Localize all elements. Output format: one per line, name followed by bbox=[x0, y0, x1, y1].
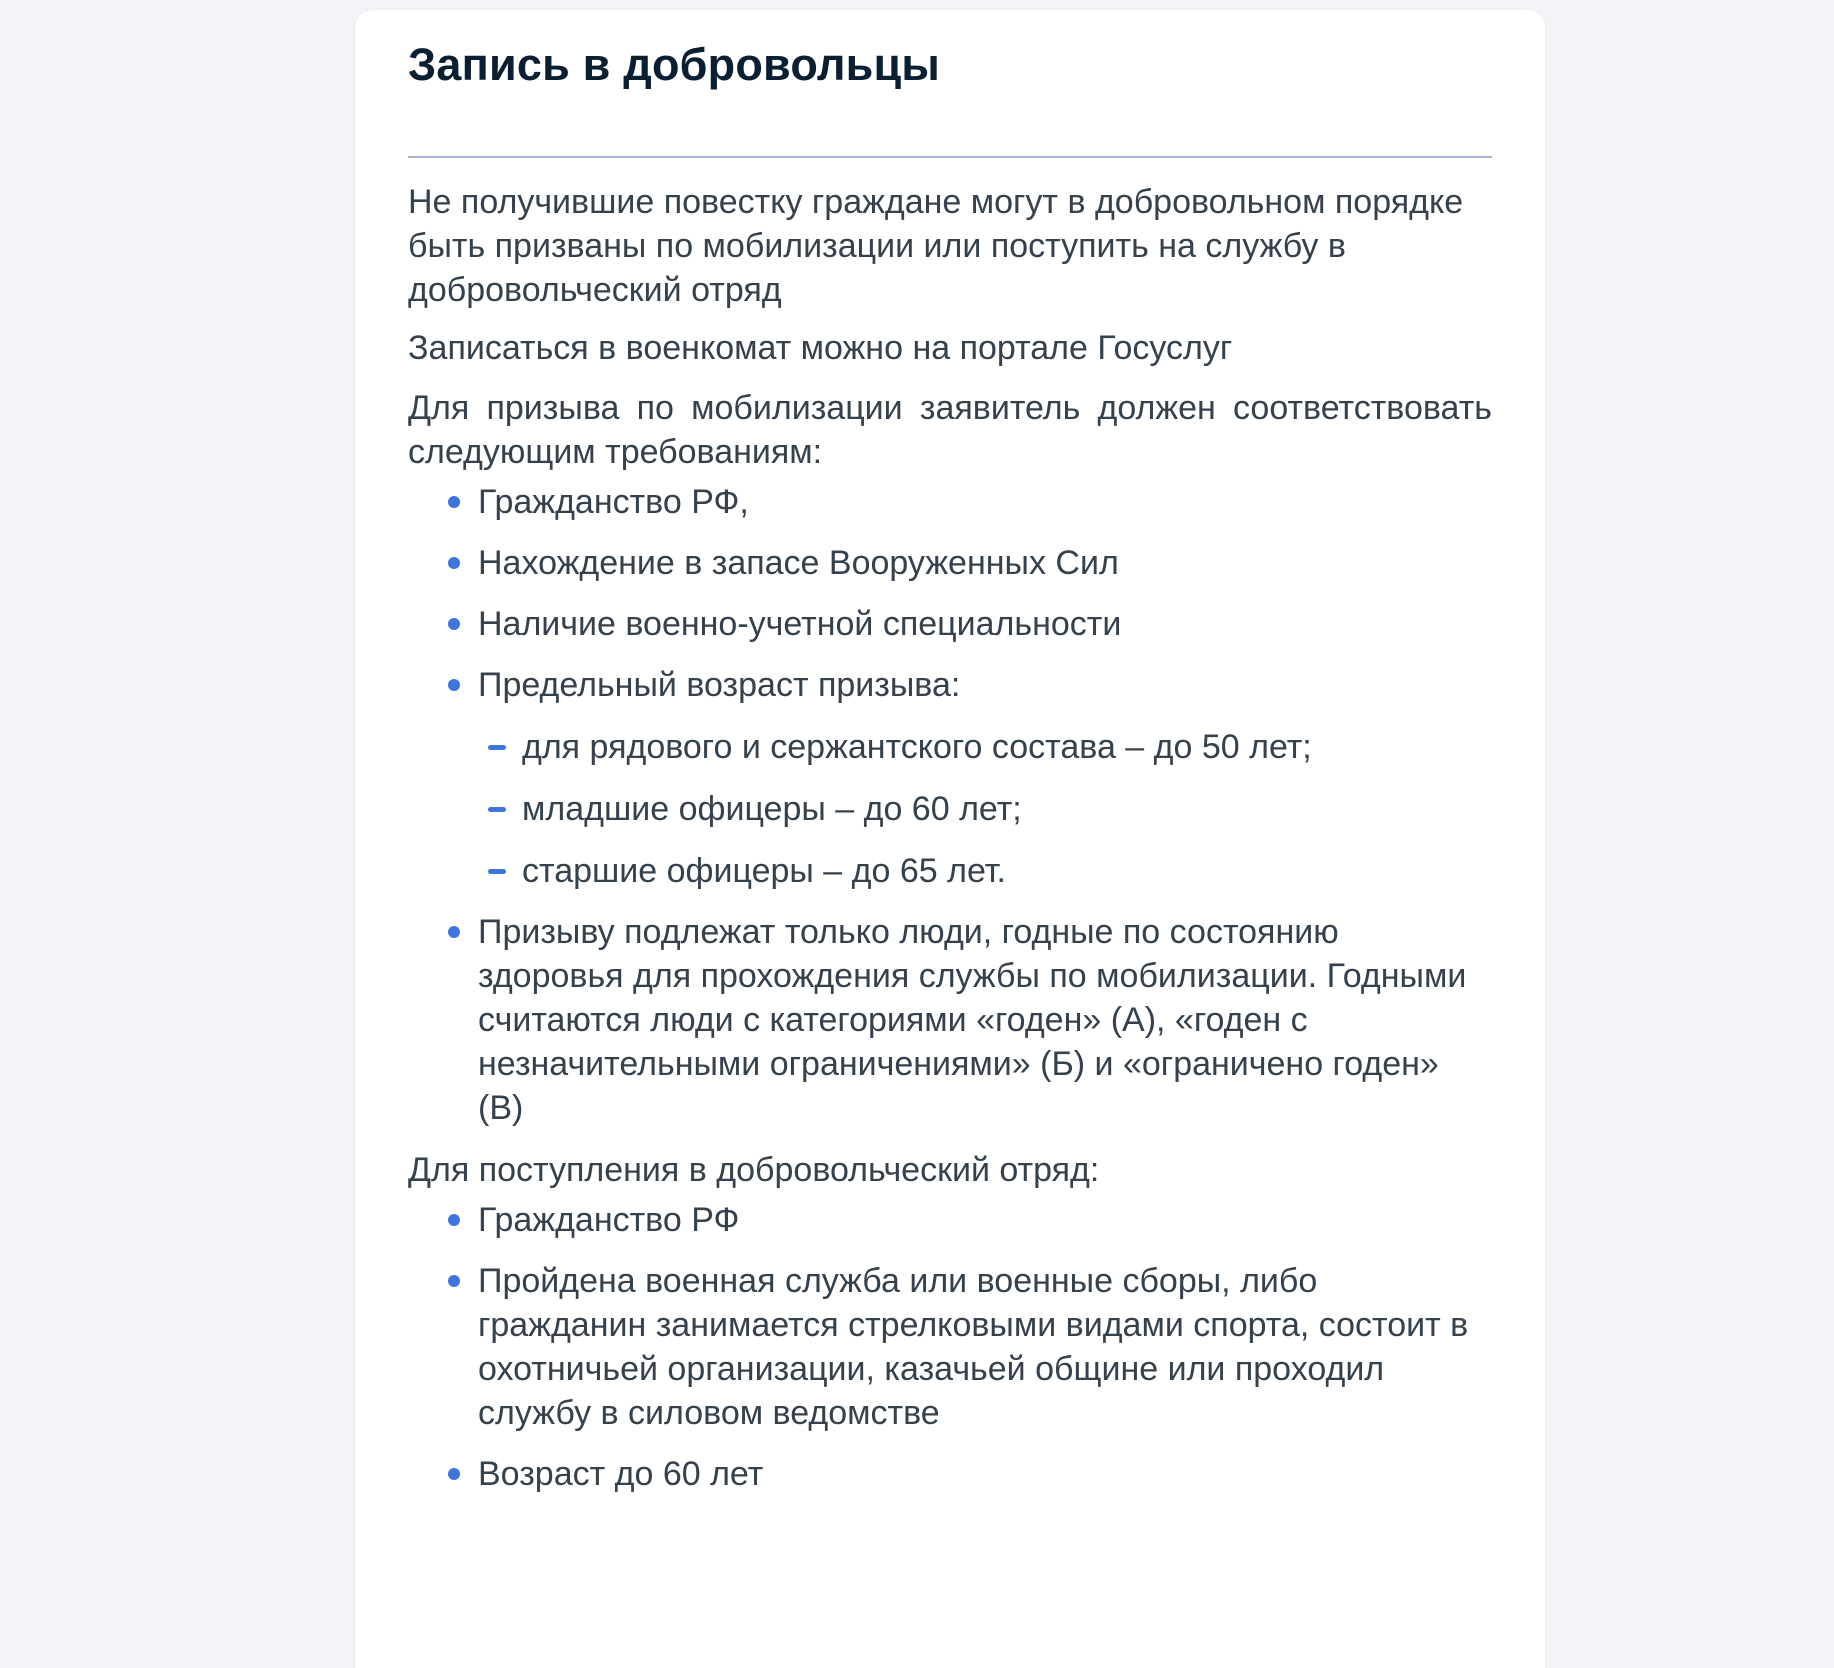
page-title: Запись в добровольцы bbox=[408, 39, 941, 90]
volunteer-lead: Для поступления в добровольческий отряд: bbox=[408, 1151, 1100, 1189]
dash-icon bbox=[488, 807, 506, 812]
list-item-text: Возраст до 60 лет bbox=[478, 1455, 764, 1493]
title-divider bbox=[408, 156, 1492, 158]
mobilization-lead: Для призыва по мобилизации заявитель должен соответствовать следующим требованиям: bbox=[408, 389, 1492, 471]
list-item-text: Нахождение в запасе Вооруженных Сил bbox=[478, 544, 1119, 582]
list-item bbox=[408, 1259, 1492, 1435]
bullet-dot-icon bbox=[448, 618, 460, 630]
list-item bbox=[478, 787, 1492, 831]
list-item-text: Гражданство РФ bbox=[478, 1201, 740, 1239]
bullet-dot-icon bbox=[448, 926, 460, 938]
bullet-dot-icon bbox=[448, 557, 460, 569]
list-item bbox=[408, 663, 1492, 893]
bullet-dot-icon bbox=[448, 1275, 460, 1287]
age-limits-list bbox=[478, 725, 1492, 893]
volunteer-requirements-list bbox=[408, 1198, 1492, 1496]
list-item bbox=[408, 1452, 1492, 1496]
dash-icon bbox=[488, 745, 506, 750]
list-item-text: Предельный возраст призыва: bbox=[478, 666, 961, 704]
bullet-dot-icon bbox=[448, 1214, 460, 1226]
list-item bbox=[478, 725, 1492, 769]
list-item-text: Призыву подлежат только люди, годные по состоянию здоровья для прохождения службы по мобилизации. Годными считаются люди с категориями «годен» (А), «годен с незначительными ограничениями» (Б) и «ограничено годен» (В) bbox=[478, 913, 1467, 1127]
bullet-dot-icon bbox=[448, 496, 460, 508]
bullet-dot-icon bbox=[448, 1468, 460, 1480]
content-card bbox=[355, 10, 1545, 1668]
list-item-text: младшие офицеры – до 60 лет; bbox=[522, 790, 1022, 828]
list-item-text: для рядового и сержантского состава – до 50 лет; bbox=[522, 728, 1312, 766]
paragraph-intro-2: Записаться в военкомат можно на портале Госуслуг bbox=[408, 329, 1233, 367]
list-item bbox=[478, 849, 1492, 893]
list-item bbox=[408, 910, 1492, 1130]
list-item bbox=[408, 1198, 1492, 1242]
paragraph-intro-1: Не получившие повестку граждане могут в добровольном порядке быть призваны по мобилизации или поступить на службу в добровольческий отряд bbox=[408, 183, 1464, 309]
list-item bbox=[408, 541, 1492, 585]
bullet-dot-icon bbox=[448, 679, 460, 691]
list-item bbox=[408, 602, 1492, 646]
list-item-text: старшие офицеры – до 65 лет. bbox=[522, 852, 1006, 890]
mobilization-requirements-list bbox=[408, 480, 1492, 1130]
list-item-text: Наличие военно-учетной специальности bbox=[478, 605, 1122, 643]
list-item-text: Пройдена военная служба или военные сборы, либо гражданин занимается стрелковыми видами спорта, состоит в охотничьей организации, казачьей общине или проходил службу в силовом ведомстве bbox=[478, 1262, 1469, 1432]
list-item-text: Гражданство РФ, bbox=[478, 483, 749, 521]
list-item bbox=[408, 480, 1492, 524]
dash-icon bbox=[488, 869, 506, 874]
